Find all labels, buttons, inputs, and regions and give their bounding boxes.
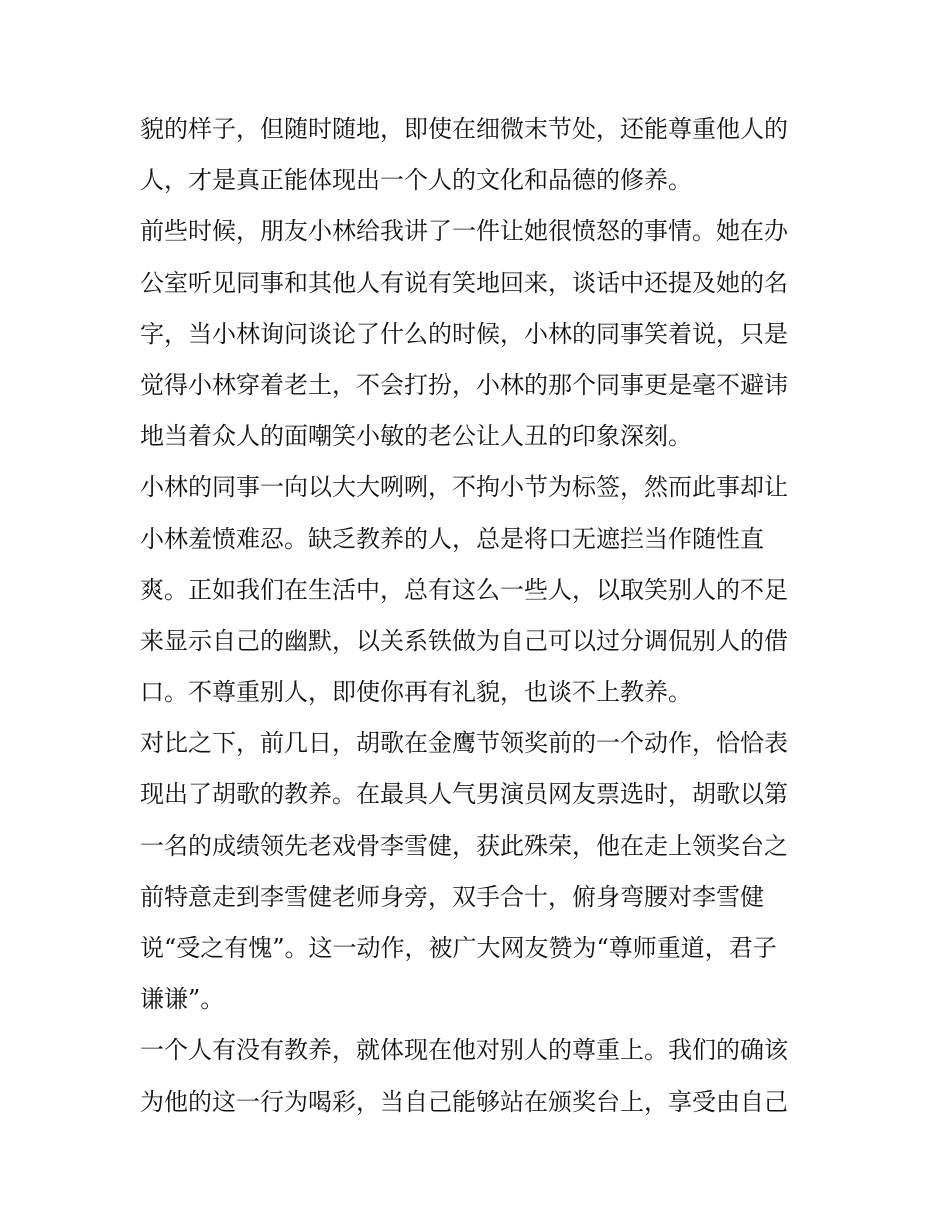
text-line: 来显示自己的幽默，以关系铁做为自己可以过分调侃别人的借: [140, 626, 788, 655]
text-line: 小林的同事一向以大大咧咧，不拘小节为标签，然而此事却让: [140, 473, 788, 502]
text-line: 口。不尊重别人，即使你再有礼貌，也谈不上教养。: [140, 678, 692, 707]
text-line: 小林羞愤难忍。缺乏教养的人，总是将口无遮拦当作随性直: [140, 524, 764, 553]
text-line: 前些时候，朋友小林给我讲了一件让她很愤怒的事情。她在办: [140, 217, 788, 246]
text-line: 貌的样子，但随时随地，即使在细微末节处，还能尊重他人的: [140, 115, 788, 143]
text-line: 对比之下，前几日，胡歌在金鹰节领奖前的一个动作，恰恰表: [140, 729, 788, 758]
text-line: 谦谦”。: [140, 985, 225, 1014]
paragraph-3: [140, 462, 815, 718]
text-line: 字，当小林询问谈论了什么的时候，小林的同事笑着说，只是: [140, 319, 788, 348]
text-line: 公室听见同事和其他人有说有笑地回来，谈话中还提及她的名: [140, 268, 788, 297]
text-line: 一个人有没有教养，就体现在他对别人的尊重上。我们的确该: [140, 1036, 788, 1065]
document-body: [140, 104, 815, 1128]
text-line: 觉得小林穿着老土，不会打扮，小林的那个同事更是毫不避讳: [140, 370, 788, 399]
text-line: 为他的这一行为喝彩，当自己能够站在颁奖台上，享受由自己: [140, 1087, 788, 1116]
paragraph-5: [140, 1025, 815, 1127]
text-line: 人，才是真正能体现出一个人的文化和品德的修养。: [140, 166, 692, 195]
paragraph-4: [140, 718, 815, 1025]
text-line: 爽。正如我们在生活中，总有这么一些人，以取笑别人的不足: [140, 575, 788, 604]
text-line: 说“受之有愧”。这一动作，被广大网友赞为“尊师重道，君子: [140, 934, 777, 962]
text-line: 一名的成绩领先老戏骨李雪健，获此殊荣，他在走上领奖台之: [140, 831, 788, 860]
text-line: 前特意走到李雪健老师身旁，双手合十，俯身弯腰对李雪健: [140, 882, 764, 911]
paragraph-1: [140, 104, 815, 206]
paragraph-2: [140, 206, 815, 462]
text-line: 现出了胡歌的教养。在最具人气男演员网友票选时，胡歌以第: [140, 780, 788, 809]
text-line: 地当着众人的面嘲笑小敏的老公让人丑的印象深刻。: [140, 422, 692, 451]
